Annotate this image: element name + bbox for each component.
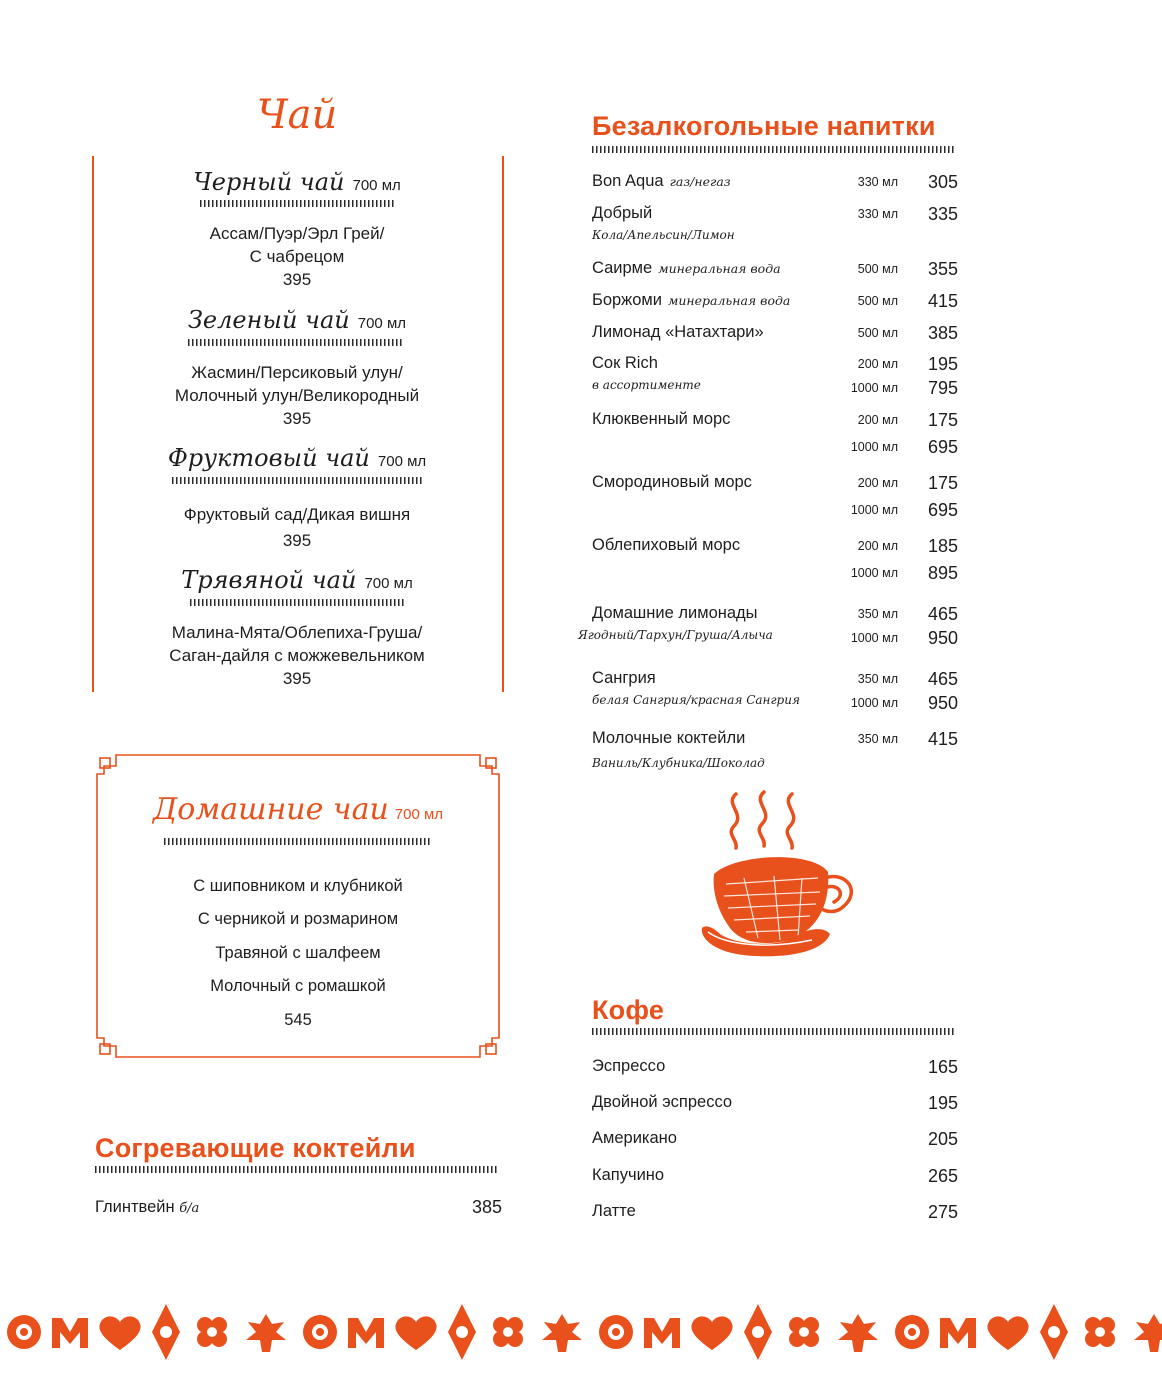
homemade-tea-underline (164, 838, 432, 845)
drink-subtitle: Кола/Апельсин/Лимон (592, 228, 735, 242)
herbal-tea-price: 395 (282, 669, 312, 688)
tea-right-rule (502, 156, 504, 692)
fruit-tea-name: Фруктовый чай (167, 444, 370, 472)
drink-note: минеральная вода (658, 261, 781, 276)
fruit-tea-heading (100, 444, 494, 472)
mulled-wine-note: б/а (179, 1201, 200, 1216)
soft-drinks-underline (592, 146, 956, 153)
drink-name: Bon Aqua (592, 172, 664, 190)
black-tea-heading (100, 168, 494, 196)
drink-price: 305 (927, 172, 958, 192)
green-tea-price: 395 (282, 409, 312, 428)
drink-price: 335 (927, 204, 958, 224)
drink-volume: 330 мл (857, 175, 898, 189)
fruit-tea-volume: 700 мл (377, 453, 427, 470)
fruit-tea-variants (100, 503, 494, 552)
herbal-tea-heading (100, 566, 494, 594)
homemade-item-4: Молочный с ромашкой (210, 977, 386, 995)
drink-volume: 350 мл (857, 672, 898, 686)
drink-name: Лимонад «Натахтари» (592, 323, 764, 341)
drink-row-natakhtari (592, 323, 958, 349)
tea-title: Чай (256, 92, 338, 138)
drink-row-seabuckthorn (592, 536, 958, 583)
black-tea-name: Черный чай (193, 168, 345, 196)
drink-row-dobry (592, 204, 958, 242)
drink-row-milkshake (592, 729, 958, 770)
drink-name: Клюквенный морс (592, 410, 731, 428)
drink-volume: 200 мл (857, 539, 898, 553)
coffee-price: 275 (927, 1202, 958, 1222)
homemade-item-1: С шиповником и клубникой (193, 877, 403, 895)
mulled-wine-name: Глинтвейн (95, 1198, 175, 1216)
coffee-price: 205 (927, 1129, 958, 1149)
drink-price: 415 (927, 291, 958, 311)
drink-volume-large: 1000 мл (850, 503, 898, 517)
mulled-wine-row (95, 1198, 199, 1217)
coffee-name: Латте (592, 1202, 636, 1220)
herbal-tea-line2: Саган-дайля с можжевельником (169, 646, 425, 665)
black-tea-underline (200, 200, 396, 207)
green-tea-name: Зеленый чай (187, 306, 350, 334)
drink-volume: 200 мл (857, 413, 898, 427)
warm-cocktails-title: Согревающие коктейли (95, 1133, 416, 1163)
drink-price-large: 695 (927, 437, 958, 457)
drink-subtitle: Ваниль/Клубника/Шоколад (592, 756, 765, 770)
drink-name: Смородиновый морс (592, 473, 752, 491)
homemade-item-2: С черникой и розмарином (197, 910, 399, 928)
drink-volume-large: 1000 мл (850, 381, 898, 395)
coffee-underline (592, 1028, 956, 1035)
homemade-tea-volume: 700 мл (394, 806, 444, 823)
homemade-item-3: Травяной с шалфеем (215, 944, 381, 962)
drink-row-sairme (592, 259, 958, 285)
drink-price: 385 (927, 323, 958, 343)
homemade-price: 545 (284, 1011, 312, 1029)
homemade-tea-heading (96, 792, 500, 827)
drink-volume: 350 мл (857, 607, 898, 621)
drink-price-large: 950 (927, 628, 958, 648)
drink-price-large: 895 (927, 563, 958, 583)
fruit-tea-line1: Фруктовый сад/Дикая вишня (183, 505, 411, 524)
herbal-tea-name: Трявяной чай (181, 566, 357, 594)
coffee-name: Капучино (592, 1166, 665, 1184)
drink-price: 195 (927, 354, 958, 374)
fruit-tea-price: 395 (282, 531, 312, 550)
coffee-row-double-espresso (592, 1093, 958, 1117)
drink-volume: 500 мл (857, 262, 898, 276)
drink-row-rich (592, 354, 958, 398)
coffee-name: Американо (592, 1129, 677, 1147)
drink-volume-large: 1000 мл (850, 440, 898, 454)
coffee-price: 195 (927, 1093, 958, 1113)
herbal-tea-underline (190, 599, 406, 606)
coffee-row-cappuccino (592, 1166, 958, 1190)
coffee-title: Кофе (592, 995, 665, 1025)
black-tea-price: 395 (282, 270, 312, 289)
black-tea-line2: С чабрецом (249, 247, 345, 266)
tea-left-rule (92, 156, 94, 692)
drink-name: Боржоми (592, 291, 662, 309)
drink-price: 185 (927, 536, 958, 556)
drink-subtitle: Ягодный/Тархун/Груша/Алыча (578, 628, 773, 642)
ornament-border (0, 1300, 1162, 1366)
drink-name: Сангрия (592, 669, 656, 687)
green-tea-line2: Молочный улун/Великородный (174, 386, 420, 405)
drink-name: Добрый (592, 204, 653, 222)
drink-name: Молочные коктейли (592, 729, 746, 747)
drink-row-cranberry (592, 410, 958, 457)
drink-price-large: 795 (927, 378, 958, 398)
drink-price-large: 950 (927, 693, 958, 713)
coffee-name: Двойной эспрессо (592, 1093, 733, 1111)
drink-volume-large: 1000 мл (850, 696, 898, 710)
fruit-tea-underline (172, 477, 422, 484)
warm-cocktails-underline (95, 1166, 499, 1173)
drink-row-bonaqua (592, 172, 958, 198)
drink-name: Облепиховый морс (592, 536, 741, 554)
green-tea-heading (100, 306, 494, 334)
drink-volume-large: 1000 мл (850, 631, 898, 645)
drink-price: 175 (927, 473, 958, 493)
coffee-row-americano (592, 1129, 958, 1153)
homemade-tea-title: Домашние чаи (152, 792, 389, 827)
drink-name: Сок Rich (592, 354, 658, 372)
cup-icon (694, 788, 860, 972)
green-tea-variants (100, 361, 494, 430)
drink-price: 415 (927, 729, 958, 749)
coffee-price: 265 (927, 1166, 958, 1186)
drink-subtitle: белая Сангрия/красная Сангрия (592, 693, 800, 707)
drink-volume-large: 1000 мл (850, 566, 898, 580)
herbal-tea-line1: Малина-Мята/Облепиха-Груша/ (171, 623, 423, 642)
drink-note: минеральная вода (667, 293, 791, 308)
drink-name: Саирме (592, 259, 653, 277)
green-tea-underline (188, 339, 402, 346)
soft-drinks-title: Безалкогольные напитки (592, 111, 936, 141)
drink-volume: 330 мл (857, 207, 898, 221)
drink-volume: 500 мл (857, 326, 898, 340)
drink-volume: 500 мл (857, 294, 898, 308)
green-tea-volume: 700 мл (357, 315, 407, 332)
drink-price-large: 695 (927, 500, 958, 520)
drink-note: газ/негаз (669, 174, 731, 189)
drink-price: 175 (927, 410, 958, 430)
drink-row-lemonade (578, 604, 958, 648)
coffee-row-latte (592, 1202, 958, 1226)
coffee-row-espresso (592, 1057, 958, 1081)
drink-subtitle: в ассортименте (592, 378, 701, 392)
herbal-tea-variants (100, 621, 494, 690)
coffee-price: 165 (927, 1057, 958, 1077)
drink-price: 465 (927, 604, 958, 624)
drink-row-currant (592, 473, 958, 520)
coffee-name: Эспрессо (592, 1057, 666, 1075)
drink-row-sangria (592, 669, 958, 713)
mulled-wine-price: 385 (471, 1197, 502, 1217)
black-tea-line1: Ассам/Пуэр/Эрл Грей/ (209, 224, 385, 243)
drink-price: 355 (927, 259, 958, 279)
drink-volume: 350 мл (857, 732, 898, 746)
drink-price: 465 (927, 669, 958, 689)
green-tea-line1: Жасмин/Персиковый улун/ (191, 363, 403, 382)
drink-name: Домашние лимонады (592, 604, 758, 622)
drink-volume: 200 мл (857, 357, 898, 371)
drink-volume: 200 мл (857, 476, 898, 490)
black-tea-variants (100, 222, 494, 291)
herbal-tea-volume: 700 мл (364, 575, 413, 592)
black-tea-volume: 700 мл (352, 177, 401, 194)
drink-row-borjomi (592, 291, 958, 317)
